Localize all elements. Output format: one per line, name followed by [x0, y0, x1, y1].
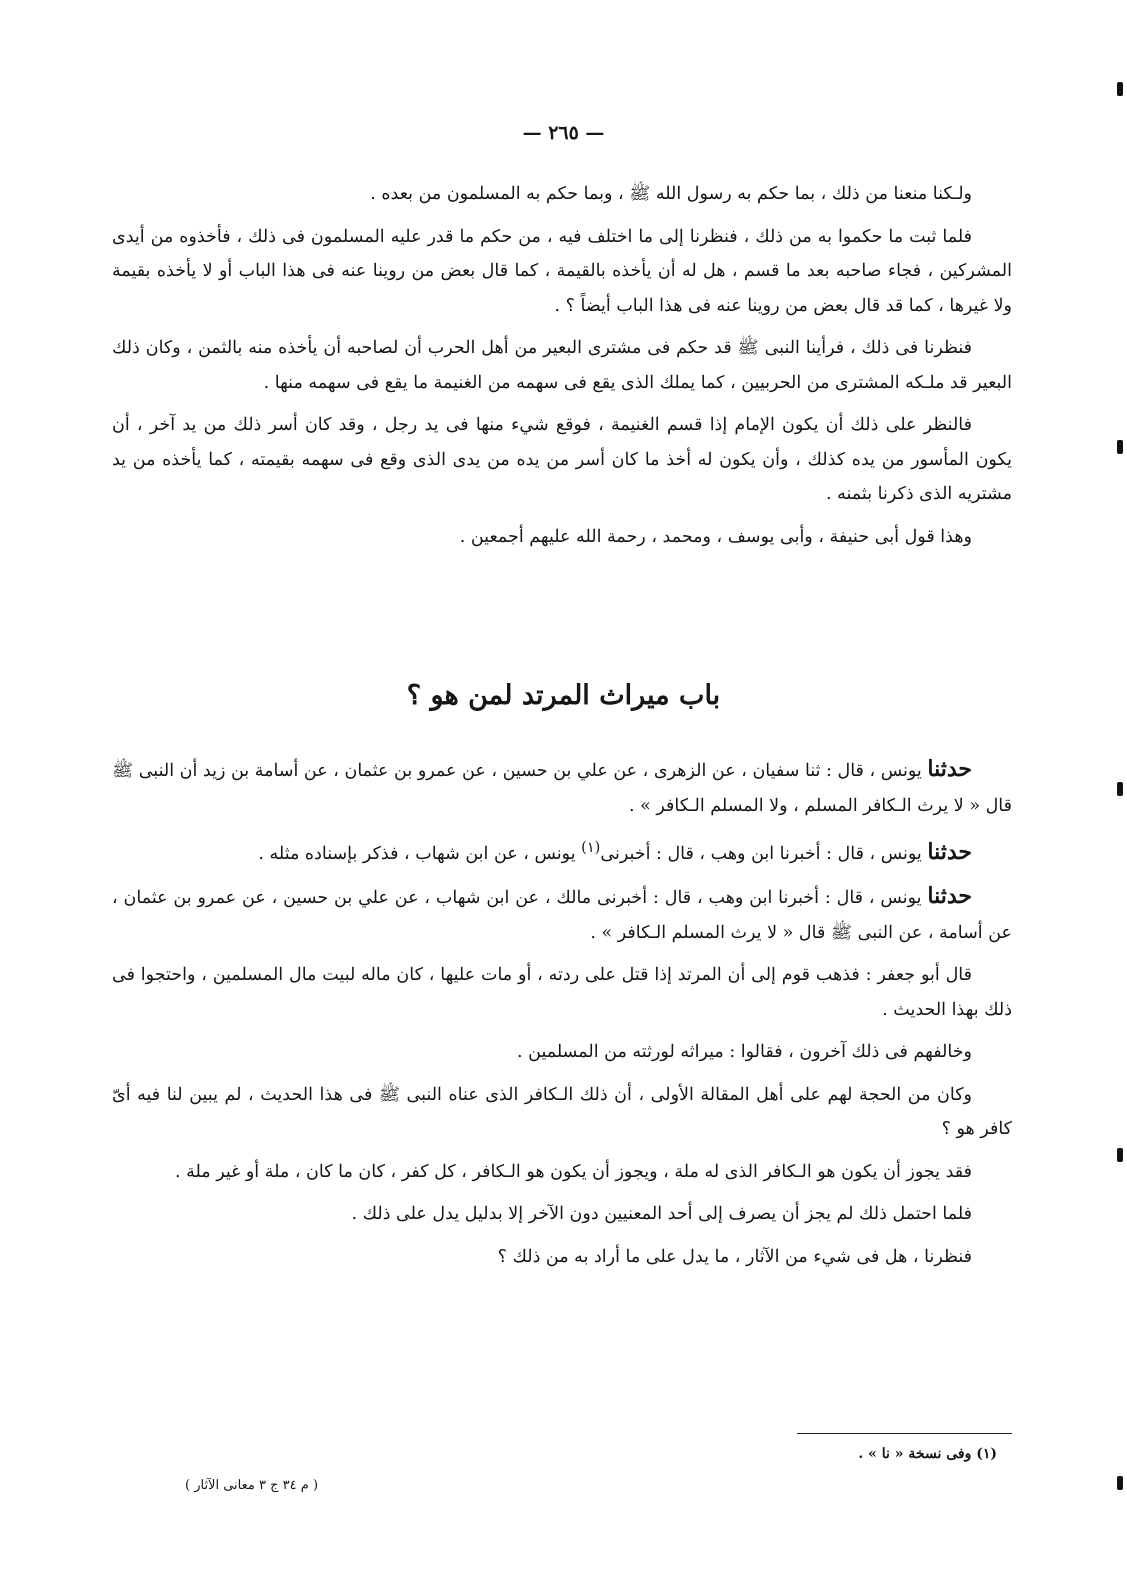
scan-edge-mark — [1117, 82, 1123, 96]
paragraph-1: ولـكنا منعنا من ذلك ، بما حكم به رسول الله ﷺ ، وبما حكم به المسلمون من بعده . — [370, 184, 972, 204]
scan-edge-mark — [1117, 1476, 1123, 1490]
hadith-2 — [112, 831, 1012, 871]
paragraph-opposers: وخالفهم فى ذلك آخرون ، فقالوا : ميراثه لورثته من المسلمين . — [517, 1042, 972, 1063]
paragraph-5: وهذا قول أبى حنيفة ، وأبى يوسف ، ومحمد ، رحمة الله عليهم أجمعين . — [459, 526, 972, 547]
hadith-3-text: يونس ، قال : أخبرنا ابن وهب ، قال : أخبرنى مالك ، عن ابن شهاب ، عن علي بن حسين ، عن عمرو بن عثمان ، عن أسامة ، عن النبى ﷺ قال « لا يرث المسلم الـكافر » . — [112, 888, 1012, 943]
section-upper — [112, 177, 1012, 554]
section-lower — [112, 752, 1012, 1274]
footnote-divider — [797, 1433, 1012, 1434]
hadith-3 — [112, 879, 1012, 950]
hadith-lead-word: حدثنا — [927, 883, 972, 910]
paragraph-conclusion: فلما احتمل ذلك لم يجز أن يصرف إلى أحد المعنيين دون الآخر إلا بدليل يدل على ذلك . — [351, 1204, 972, 1225]
scan-edge-mark — [1117, 782, 1123, 796]
page-number: — ٢٦٥ — — [522, 122, 605, 144]
hadith-lead-word: حدثنا — [927, 756, 972, 782]
footnote-reference: (١) — [581, 839, 601, 856]
footnote: (١) وفى نسخة « نا » . — [858, 1446, 997, 1462]
paragraph-abu-jafar: قال أبو جعفر : فذهب قوم إلى أن المرتد إذا قتل على ردته ، أو مات عليها ، كان ماله لبيت مال المسلمين ، واحتجوا فى ذلك بهذا الحديث . — [112, 965, 1012, 1020]
paragraph-4: فالنظر على ذلك أن يكون الإمام إذا قسم الغنيمة ، فوقع شيء منها فى يد رجل ، وقد كان أسر ذلك من يد آخر ، أن يكون المأسور من يده كذلك ، وأن يكون له أخذ ما كان أسر من يده من يدى الذى وقع فى سهمه بقيمته ، كما يأخذه من يد مشتريه الذى ذكرنا بثمنه . — [112, 415, 1012, 504]
paragraph-inquiry: فنظرنا ، هل فى شيء من الآثار ، ما يدل على ما أراد به من ذلك ؟ — [497, 1246, 972, 1267]
hadith-2-text-a: يونس ، قال : أخبرنا ابن وهب ، قال : أخبرنى — [600, 843, 928, 864]
paragraph-3: فنظرنا فى ذلك ، فرأينا النبى ﷺ قد حكم فى مشترى البعير من أهل الحرب أن لصاحبه أن يأخذه منه بالثمن ، وكان ذلك البعير قد ملـكه المشترى من الحربيين ، كما يملك الذى يقع فى سهمه من الغنيمة ما يقع فى سهمه منها . — [112, 338, 1012, 393]
printer-signature: ( م ٣٤ ج ٣ معانى الآثار ) — [185, 1478, 319, 1493]
scan-edge-mark — [1117, 440, 1123, 454]
paragraph-argument: وكان من الحجة لهم على أهل المقالة الأولى ، أن ذلك الـكافر الذى عناه النبى ﷺ فى هذا الحديث ، لم يبين لنا فيه أىّ كافر هو ؟ — [112, 1084, 1012, 1140]
scan-edge-mark — [1117, 1148, 1123, 1162]
hadith-2-text-b: يونس ، عن ابن شهاب ، فذكر بإسناده مثله . — [258, 843, 582, 864]
hadith-1 — [112, 752, 1012, 823]
hadith-1-text: يونس ، قال : ثنا سفيان ، عن الزهرى ، عن علي بن حسين ، عن عمرو بن عثمان ، عن أسامة بن زيد أن النبى ﷺ قال « لا يرث الـكافر المسلم ، ولا المسلم الـكافر » . — [112, 761, 1012, 816]
paragraph-2: فلما ثبت ما حكموا به من ذلك ، فنظرنا إلى ما اختلف فيه ، من حكم ما قدر عليه المسلمون فى ذلك ، فأخذوه من أيدى المشركين ، فجاء صاحبه بعد ما قسم ، هل له أن يأخذه بالقيمة ، كما قال بعض من روينا عنه فى هذا الباب أو لا يأخذه بقيمة ولا غيرها ، كما قد قال بعض من روينا عنه فى هذا الباب أيضاً ؟ . — [112, 226, 1012, 316]
paragraph-possibility: فقد يجوز أن يكون هو الـكافر الذى له ملة ، ويجوز أن يكون هو الـكافر ، كل كفر ، كان ما كان ، ملة أو غير ملة . — [174, 1161, 972, 1182]
chapter-heading: باب ميراث المرتد لمن هو ؟ — [406, 680, 721, 711]
hadith-lead-word: حدثنا — [927, 838, 972, 865]
